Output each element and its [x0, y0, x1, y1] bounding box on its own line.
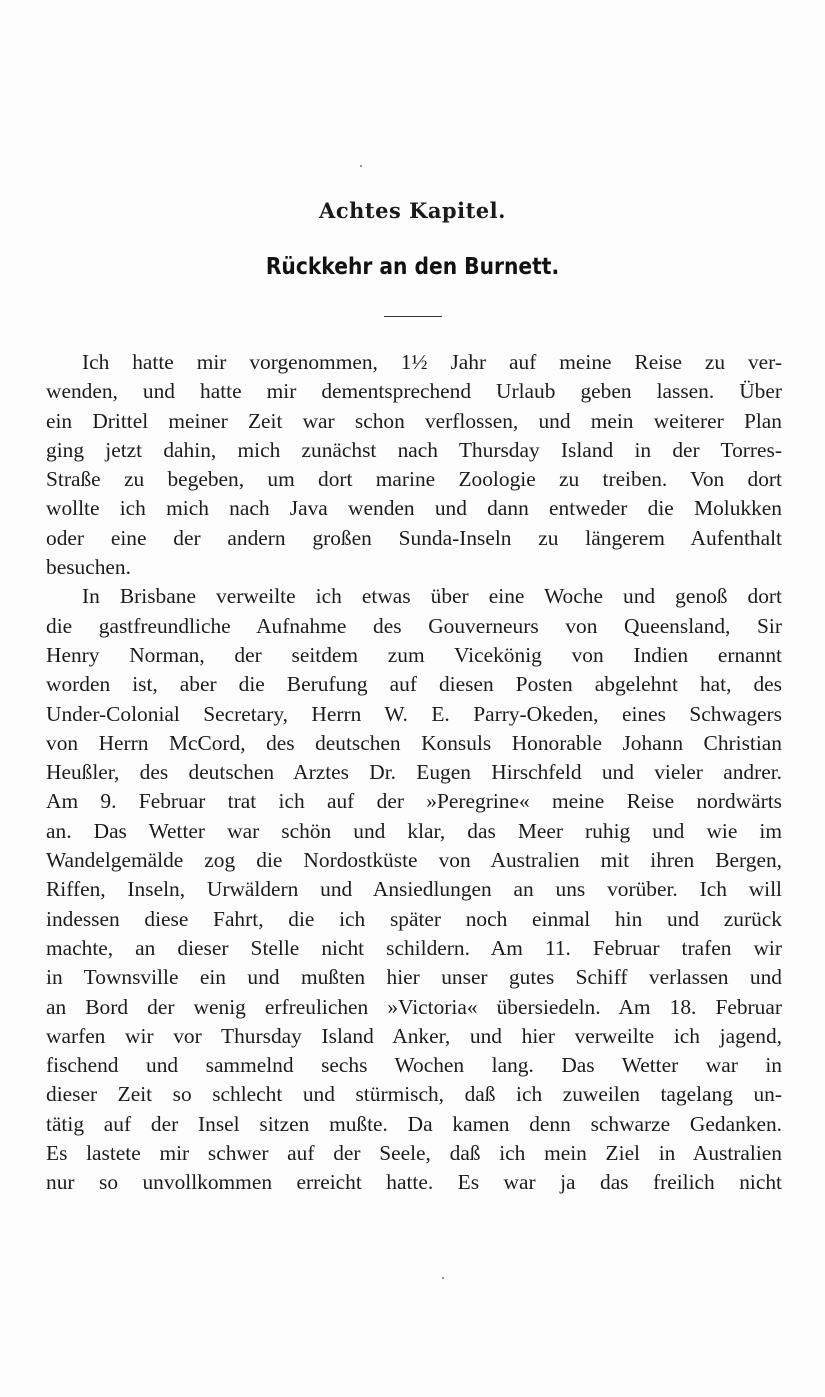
text-line: Straße zu begeben, um dort marine Zoologie zu treiben. Von dort: [46, 467, 782, 492]
chapter-title: Rückkehr an den Burnett.: [265, 254, 560, 280]
text-line: Es lastete mir schwer auf der Seele, daß ich mein Ziel in Australien: [46, 1141, 782, 1166]
text-line: Henry Norman, der seitdem zum Vicekönig von Indien ernannt: [46, 642, 782, 667]
text-line: tätig auf der Insel sitzen mußte. Da kamen denn schwarze Gedanken.: [46, 1111, 782, 1136]
text-line: In Brisbane verweilte ich etwas über eine Woche und genoß dort: [82, 584, 782, 609]
chapter-label: Achtes Kapitel.: [319, 198, 506, 223]
text-line: Am 9. Februar trat ich auf der »Peregrine« meine Reise nordwärts: [46, 789, 782, 814]
scan-speck: [442, 1277, 444, 1279]
text-line: an Bord der wenig erfreulichen »Victoria« übersiedeln. Am 18. Februar: [46, 994, 782, 1019]
text-line: Ich hatte mir vorgenommen, 1½ Jahr auf meine Reise zu ver-: [82, 350, 782, 374]
text-line: ein Drittel meiner Zeit war schon verflossen, und mein weiterer Plan: [46, 408, 782, 433]
scan-speck: [360, 165, 362, 167]
text-line: nur so unvollkommen erreicht hatte. Es war ja das freilich nicht: [46, 1170, 782, 1195]
text-line: ging jetzt dahin, mich zunächst nach Thursday Island in der Torres-: [46, 437, 782, 462]
title-divider: [384, 316, 442, 317]
text-line: wollte ich mich nach Java wenden und dann entweder die Molukken: [46, 496, 782, 521]
text-line: in Townsville ein und mußten hier unser gutes Schiff verlassen und: [46, 965, 782, 990]
text-line: wenden, und hatte mir dementsprechend Urlaub geben lassen. Über: [46, 379, 782, 404]
text-line: an. Das Wetter war schön und klar, das Meer ruhig und wie im: [46, 818, 782, 843]
text-line: machte, an dieser Stelle nicht schildern. Am 11. Februar trafen wir: [46, 935, 782, 960]
body-text: [46, 348, 782, 1198]
text-line: Under-Colonial Secretary, Herrn W. E. Parry-Okeden, eines Schwagers: [46, 701, 782, 726]
text-line: fischend und sammelnd sechs Wochen lang. Das Wetter war in: [46, 1053, 782, 1078]
text-line: warfen wir vor Thursday Island Anker, und hier verweilte ich jagend,: [46, 1023, 782, 1048]
text-line: worden ist, aber die Berufung auf diesen Posten abgelehnt hat, des: [46, 672, 782, 697]
text-line: die gastfreundliche Aufnahme des Gouverneurs von Queensland, Sir: [46, 613, 782, 638]
text-line: Riffen, Inseln, Urwäldern und Ansiedlungen an uns vorüber. Ich will: [46, 877, 782, 902]
text-line: besuchen.: [46, 555, 131, 580]
text-line: oder eine der andern großen Sunda-Inseln zu längerem Aufenthalt: [46, 525, 782, 550]
text-line: Wandelgemälde zog die Nordostküste von Australien mit ihren Bergen,: [46, 848, 782, 873]
text-line: Heußler, des deutschen Arztes Dr. Eugen Hirschfeld und vieler andrer.: [46, 760, 782, 785]
text-line: indessen diese Fahrt, die ich später noch einmal hin und zurück: [46, 906, 782, 931]
text-line: von Herrn McCord, des deutschen Konsuls Honorable Johann Christian: [46, 730, 782, 755]
text-line: dieser Zeit so schlecht und stürmisch, daß ich zuweilen tagelang un-: [46, 1082, 782, 1107]
